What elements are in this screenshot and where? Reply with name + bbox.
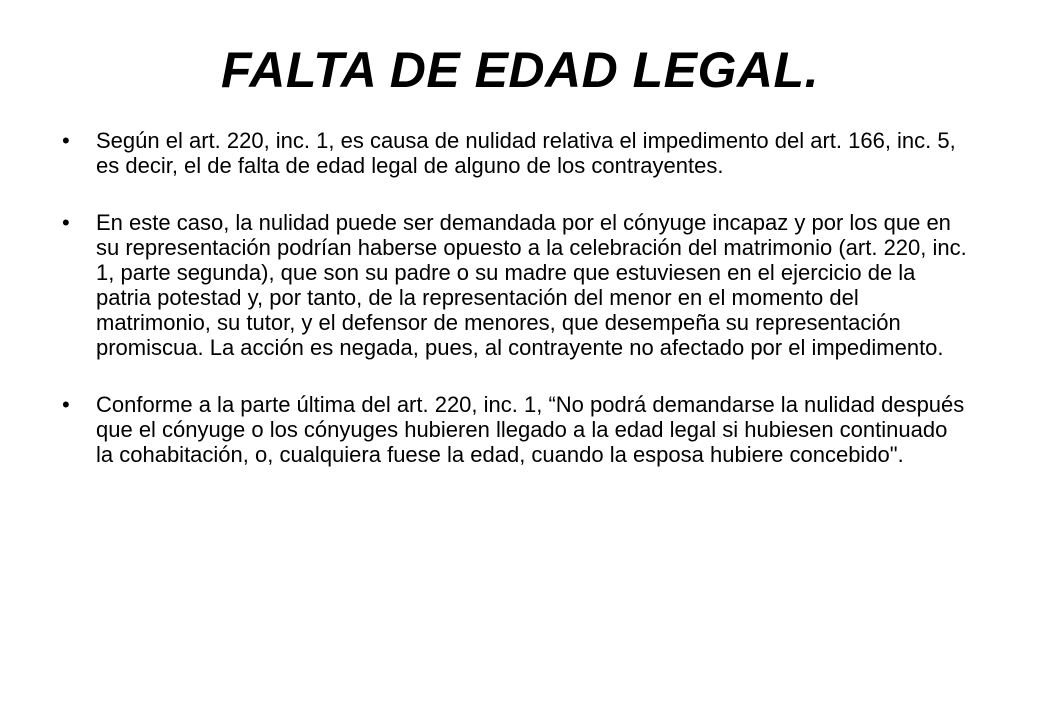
- bullet-item: [62, 128, 967, 178]
- bullet-icon: •: [62, 210, 70, 235]
- bullet-text: En este caso, la nulidad puede ser demandada por el cónyuge incapaz y por los que en su representación podrían haberse opuesto a la celebración del matrimonio (art. 220, inc. 1, parte segunda), que son su padre o su madre que estuviesen en el ejercicio de la patria potestad y, por tanto, de la representación del menor en el momento del matrimonio, su tutor, y el defensor de menores, que desempeña su representación promiscua. La acción es negada, pues, al contrayente no afectado por el impedimento.: [96, 210, 967, 360]
- bullet-text: Conforme a la parte última del art. 220, inc. 1, “No podrá demandarse la nulidad después que el cónyuge o los cónyuges hubieren llegado a la edad legal si hubiesen continuado la cohabitación, o, cualquiera fuese la edad, cuando la esposa hubiere concebido".: [96, 392, 965, 467]
- bullet-icon: •: [62, 128, 70, 153]
- bullet-icon: •: [62, 392, 70, 417]
- slide-title: FALTA DE EDAD LEGAL.: [221, 42, 819, 98]
- bullet-list: [62, 128, 967, 499]
- bullet-text: Según el art. 220, inc. 1, es causa de nulidad relativa el impedimento del art. 166, inc. 5, es decir, el de falta de edad legal de alguno de los contrayentes.: [96, 128, 956, 178]
- bullet-item: [62, 392, 967, 467]
- bullet-item: [62, 210, 967, 360]
